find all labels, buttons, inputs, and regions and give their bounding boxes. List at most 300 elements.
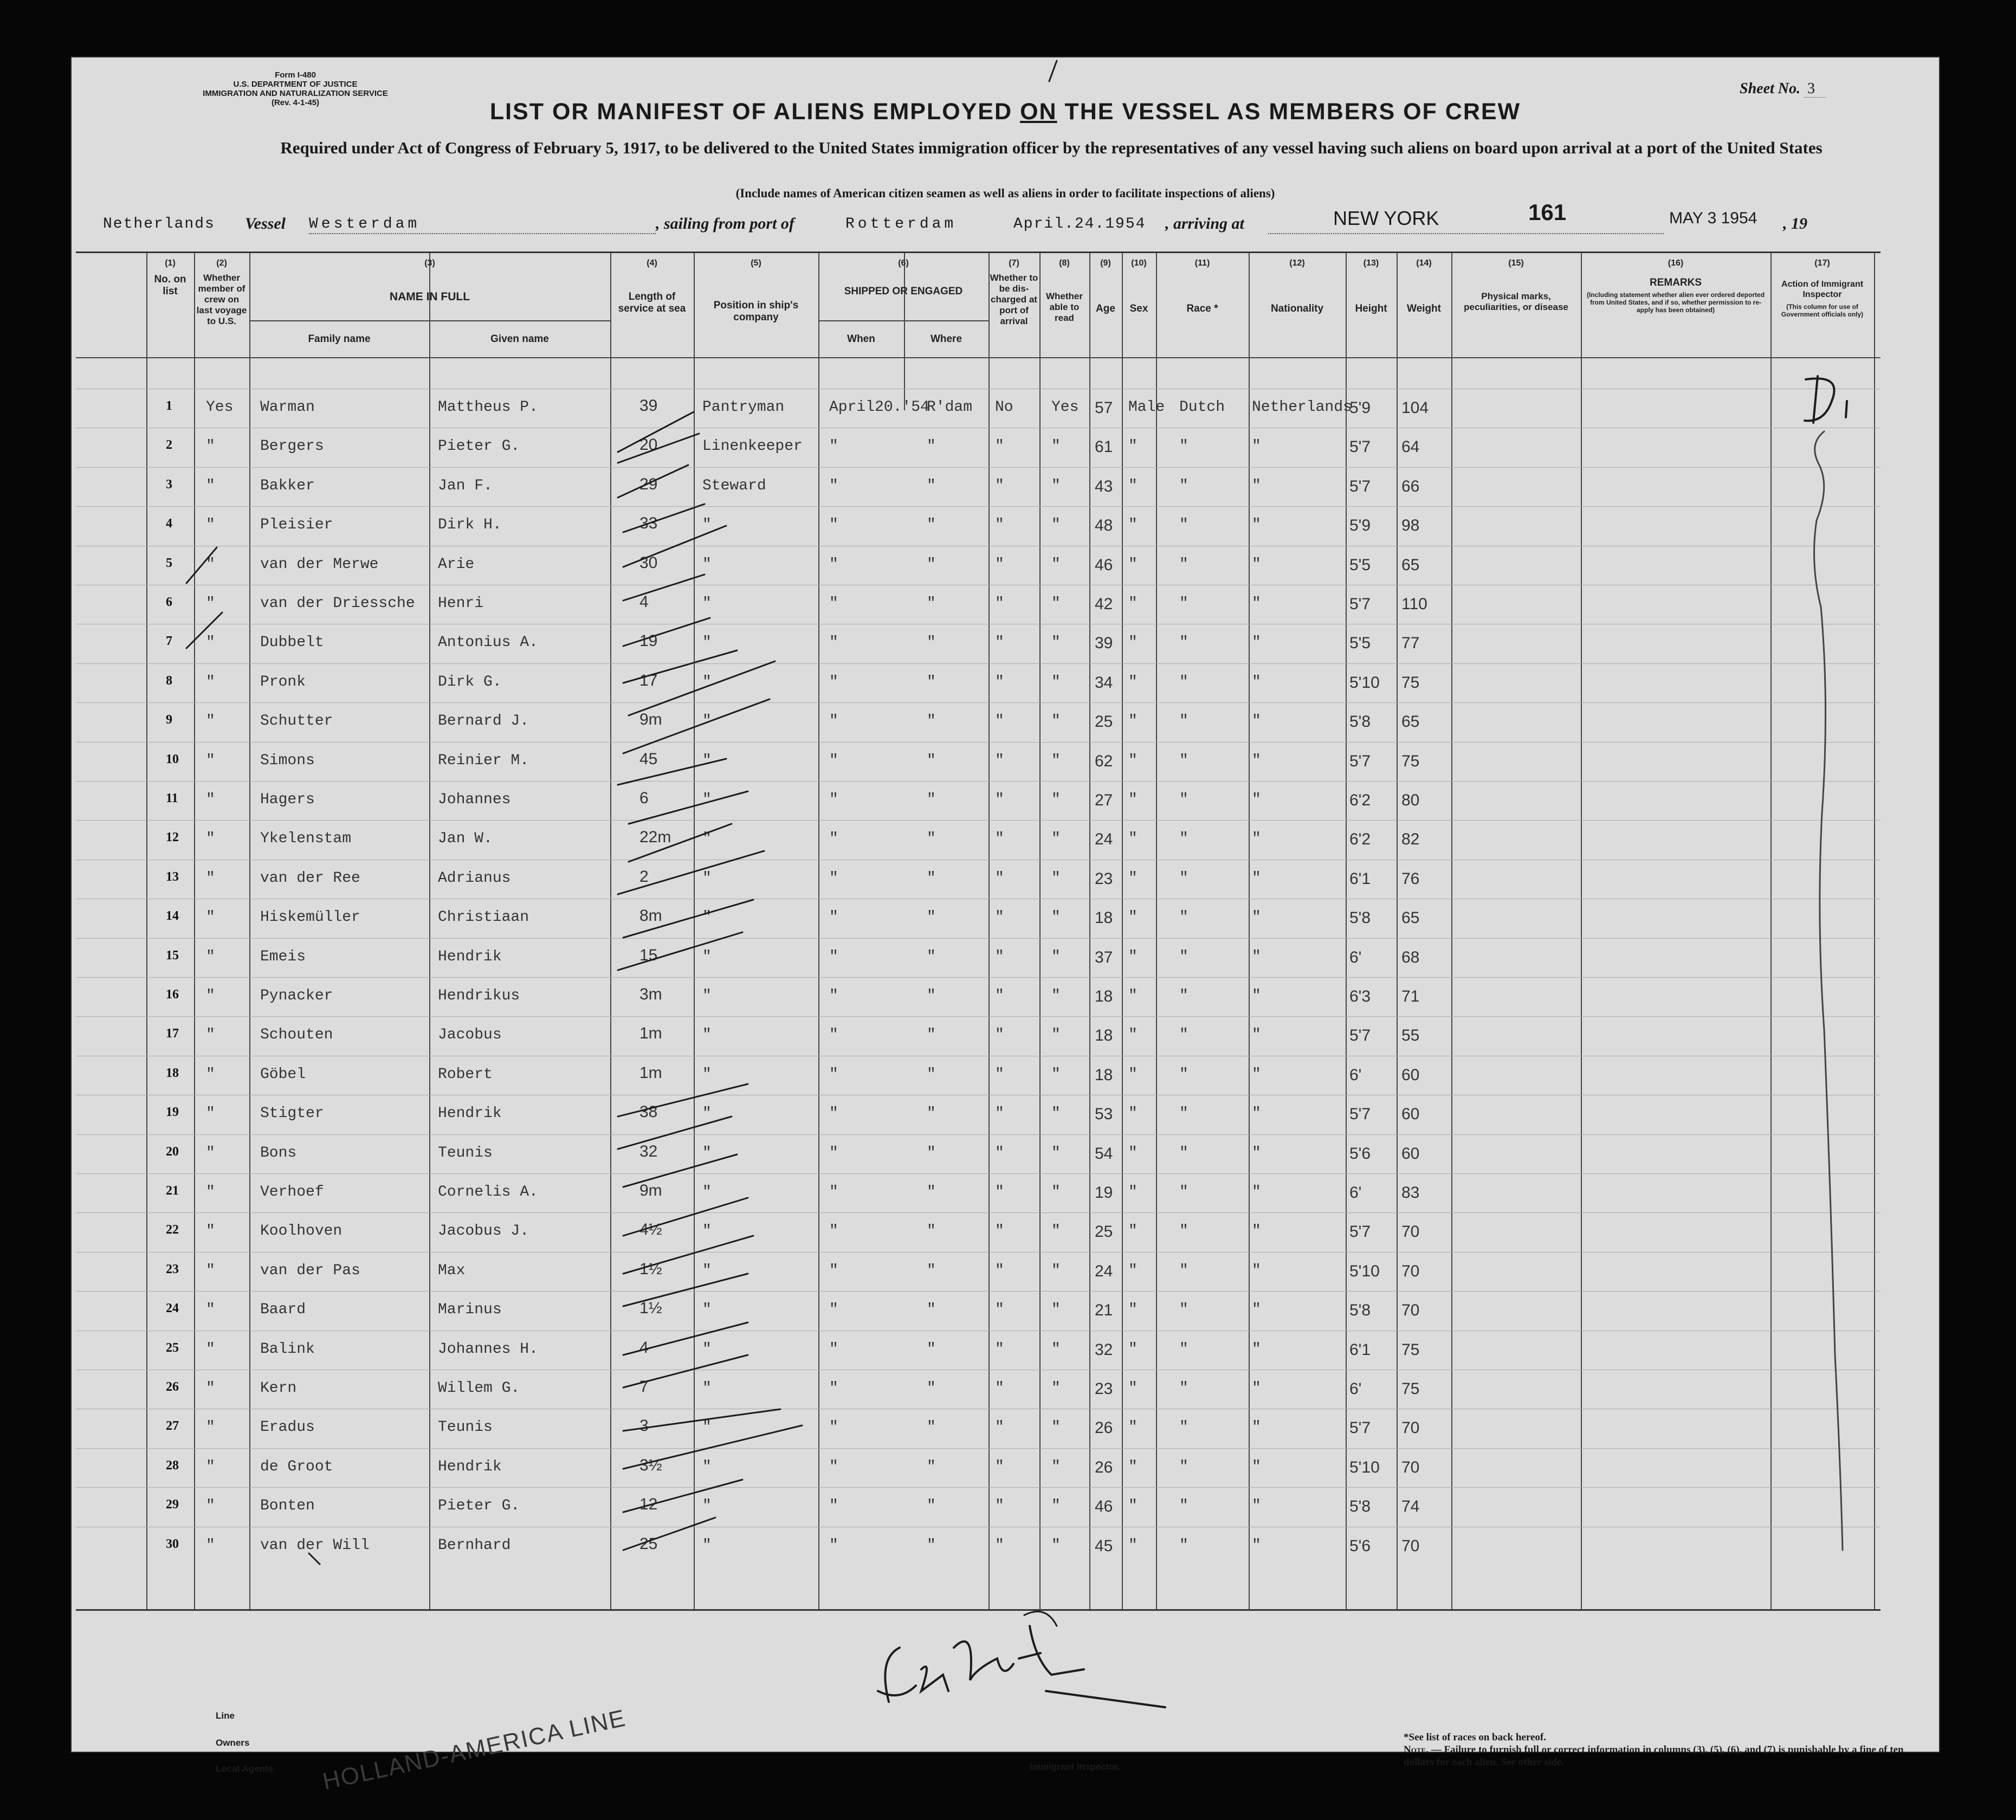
cell-where: " xyxy=(927,1340,936,1358)
cell-family: van der Merwe xyxy=(260,556,379,573)
cell-discharged: " xyxy=(995,909,1004,926)
cell-where: " xyxy=(927,1380,936,1397)
cell-position: " xyxy=(702,1066,712,1083)
cell-read: " xyxy=(1051,869,1061,887)
cell-weight: 60 xyxy=(1401,1105,1420,1124)
cell-height: 5'10 xyxy=(1349,1262,1380,1280)
cell-read: " xyxy=(1051,1105,1061,1122)
cell-nationality: " xyxy=(1252,517,1261,534)
cell-family: Bonten xyxy=(260,1498,315,1515)
cell-read: " xyxy=(1051,988,1061,1004)
cell-sex: " xyxy=(1128,1184,1138,1201)
cell-age: 18 xyxy=(1095,988,1113,1005)
cell-race: " xyxy=(1179,830,1188,848)
cell-service: 17 xyxy=(639,671,658,689)
cell-position: " xyxy=(702,556,712,573)
col-1-number: (1) xyxy=(165,259,176,268)
cell-position: " xyxy=(702,869,712,887)
cell-age: 39 xyxy=(1095,634,1113,653)
cell-crew: " xyxy=(206,1498,215,1515)
cell-age: 19 xyxy=(1095,1184,1113,1202)
cell-service: 33 xyxy=(639,514,658,533)
cell-weight: 70 xyxy=(1401,1301,1420,1320)
col-16-number: (16) xyxy=(1668,259,1684,268)
cell-nationality: " xyxy=(1252,1340,1261,1358)
cell-when: " xyxy=(829,909,838,926)
cell-family: Warman xyxy=(260,399,315,416)
cell-race: " xyxy=(1179,1105,1188,1122)
cell-crew: " xyxy=(206,1419,215,1436)
cell-given: Adrianus xyxy=(438,869,511,887)
cell-no: 20 xyxy=(166,1144,179,1159)
cell-when: " xyxy=(829,634,838,651)
subtitle: Required under Act of Congress of February 5, 1917, to be delivered to the United States immigration officer by the representatives of any vessel having such aliens on board upon arrival at a port of the United States xyxy=(280,138,1823,157)
cell-nationality: " xyxy=(1252,1537,1261,1554)
cell-service: 25 xyxy=(639,1534,658,1553)
form-number: Form I-480 xyxy=(275,70,316,80)
cell-given: Robert xyxy=(438,1066,493,1083)
cell-nationality: " xyxy=(1252,909,1261,926)
col-9-number: (9) xyxy=(1100,259,1111,268)
cell-race: " xyxy=(1179,713,1188,730)
cell-when: " xyxy=(829,1498,838,1515)
cell-height: 5'7 xyxy=(1349,752,1371,770)
cell-sex: " xyxy=(1128,830,1138,848)
cell-race: " xyxy=(1179,1419,1188,1436)
cell-nationality: " xyxy=(1252,438,1261,455)
cell-when: " xyxy=(829,477,838,494)
cell-given: Henri xyxy=(438,595,484,612)
cell-race: " xyxy=(1179,791,1188,808)
cell-read: " xyxy=(1051,909,1061,926)
cell-read: " xyxy=(1051,1223,1061,1240)
cell-height: 5'8 xyxy=(1349,1498,1371,1516)
cell-no: 10 xyxy=(166,752,179,766)
cell-crew: " xyxy=(206,1144,215,1161)
cell-sex: " xyxy=(1128,1458,1138,1475)
cell-discharged: " xyxy=(995,1262,1004,1279)
vessel-label: Vessel xyxy=(245,215,286,233)
col-17-number: (17) xyxy=(1814,259,1830,268)
cell-given: Max xyxy=(438,1262,466,1279)
cell-height: 5'6 xyxy=(1349,1144,1371,1163)
cell-when: " xyxy=(829,517,838,534)
cell-weight: 74 xyxy=(1401,1498,1420,1516)
cell-discharged: " xyxy=(995,752,1004,769)
cell-read: " xyxy=(1051,438,1061,455)
cell-given: Willem G. xyxy=(438,1380,520,1397)
col-6-number: (6) xyxy=(898,259,909,268)
cell-nationality: " xyxy=(1252,595,1261,612)
cell-when: " xyxy=(829,869,838,887)
col-3-number: (3) xyxy=(424,259,435,268)
note-label: Note. xyxy=(1404,1744,1429,1756)
cell-race: " xyxy=(1179,909,1188,926)
cell-age: 61 xyxy=(1095,438,1113,456)
cell-family: Emeis xyxy=(260,948,306,965)
cell-age: 57 xyxy=(1095,399,1113,417)
cell-weight: 70 xyxy=(1401,1458,1420,1476)
cell-family: van der Driessche xyxy=(260,595,415,612)
cell-age: 24 xyxy=(1095,1262,1113,1280)
cell-age: 18 xyxy=(1095,1027,1113,1045)
cell-where: " xyxy=(927,1262,936,1279)
cell-no: 24 xyxy=(166,1301,179,1316)
cell-service: 4 xyxy=(639,593,649,611)
cell-weight: 75 xyxy=(1401,1340,1420,1359)
cell-height: 5'9 xyxy=(1349,399,1371,417)
cell-age: 45 xyxy=(1095,1537,1113,1555)
cell-sex: " xyxy=(1128,1301,1138,1319)
cell-weight: 82 xyxy=(1401,830,1420,849)
cell-race: " xyxy=(1179,1458,1188,1475)
cell-no: 30 xyxy=(166,1537,179,1551)
cell-no: 15 xyxy=(166,948,179,963)
cell-race: " xyxy=(1179,1144,1188,1161)
cell-weight: 65 xyxy=(1401,556,1420,574)
cell-read: " xyxy=(1051,1301,1061,1319)
cell-height: 5'9 xyxy=(1349,517,1371,535)
arriving-label: , arriving at xyxy=(1165,215,1244,233)
cell-when: April20.'54 xyxy=(829,399,929,416)
sheet-label: Sheet No. xyxy=(1740,80,1800,97)
cell-height: 6' xyxy=(1349,1184,1362,1202)
cell-weight: 76 xyxy=(1401,869,1420,888)
cell-crew: " xyxy=(206,830,215,848)
col-10-number: (10) xyxy=(1131,259,1147,268)
cell-where: " xyxy=(927,1105,936,1122)
cell-age: 42 xyxy=(1095,595,1113,613)
col-header-family: Family name xyxy=(308,333,371,345)
cell-service: 15 xyxy=(639,946,658,964)
cell-when: " xyxy=(829,1223,838,1240)
cell-family: Hagers xyxy=(260,791,315,808)
cell-discharged: " xyxy=(995,1144,1004,1161)
cell-when: " xyxy=(829,1537,838,1554)
cell-race: " xyxy=(1179,1262,1188,1279)
cell-discharged: " xyxy=(995,1301,1004,1319)
owners-label: Owners xyxy=(216,1738,250,1748)
cell-discharged: " xyxy=(995,713,1004,730)
cell-nationality: " xyxy=(1252,1262,1261,1279)
cell-given: Dirk H. xyxy=(438,517,502,534)
cell-crew: " xyxy=(206,988,215,1004)
col-15-number: (15) xyxy=(1508,259,1524,268)
cell-family: Hiskemüller xyxy=(260,909,360,926)
cell-nationality: " xyxy=(1252,713,1261,730)
cell-service: 9m xyxy=(639,711,662,729)
cell-age: 27 xyxy=(1095,791,1113,809)
cell-read: " xyxy=(1051,948,1061,965)
cell-position: " xyxy=(702,713,712,730)
cell-when: " xyxy=(829,1144,838,1161)
cell-family: Göbel xyxy=(260,1066,306,1083)
cell-family: Pynacker xyxy=(260,988,333,1004)
cell-position: " xyxy=(702,673,712,690)
cell-height: 6'2 xyxy=(1349,830,1371,849)
cell-when: " xyxy=(829,438,838,455)
cell-read: " xyxy=(1051,1380,1061,1397)
cell-where: " xyxy=(927,517,936,534)
cell-race: " xyxy=(1179,477,1188,494)
cell-position: " xyxy=(702,1105,712,1122)
cell-crew: " xyxy=(206,713,215,730)
cell-no: 3 xyxy=(166,477,172,492)
cell-sex: " xyxy=(1128,909,1138,926)
cell-discharged: " xyxy=(995,830,1004,848)
cell-sex: " xyxy=(1128,948,1138,965)
cell-where: R'dam xyxy=(927,399,973,416)
cell-sex: " xyxy=(1128,556,1138,573)
cell-weight: 65 xyxy=(1401,713,1420,731)
cell-age: 62 xyxy=(1095,752,1113,770)
cell-height: 5'8 xyxy=(1349,713,1371,731)
cell-crew: " xyxy=(206,517,215,534)
cell-discharged: " xyxy=(995,988,1004,1004)
sailing-port: Rotterdam xyxy=(845,216,957,233)
cell-discharged: " xyxy=(995,556,1004,573)
cell-where: " xyxy=(927,1301,936,1319)
cell-discharged: " xyxy=(995,1537,1004,1554)
cell-height: 5'10 xyxy=(1349,673,1380,692)
cell-family: van der Pas xyxy=(260,1262,360,1279)
cell-sex: " xyxy=(1128,1380,1138,1397)
cell-when: " xyxy=(829,1301,838,1319)
cell-crew: " xyxy=(206,556,215,573)
revision-date: (Rev. 4-1-45) xyxy=(271,98,320,107)
cell-race: " xyxy=(1179,1223,1188,1240)
cell-service: 4½ xyxy=(639,1221,662,1239)
cell-crew: " xyxy=(206,1262,215,1279)
cell-read: " xyxy=(1051,1184,1061,1201)
cell-where: " xyxy=(927,909,936,926)
cell-family: Stigter xyxy=(260,1105,324,1122)
cell-service: 39 xyxy=(639,397,658,415)
cell-when: " xyxy=(829,595,838,612)
cell-given: Pieter G. xyxy=(438,438,520,455)
cell-given: Bernhard xyxy=(438,1537,511,1554)
arrival-port: NEW YORK xyxy=(1333,207,1439,229)
cell-weight: 104 xyxy=(1401,399,1429,417)
cell-weight: 77 xyxy=(1401,634,1420,653)
cell-race: " xyxy=(1179,556,1188,573)
cell-position: " xyxy=(702,1419,712,1436)
cell-position: " xyxy=(702,988,712,1004)
cell-no: 16 xyxy=(166,988,179,1002)
cell-where: " xyxy=(927,477,936,494)
cell-discharged: " xyxy=(995,869,1004,887)
cell-when: " xyxy=(829,1066,838,1083)
cell-family: Schouten xyxy=(260,1027,333,1044)
col-4-number: (4) xyxy=(647,259,657,268)
cell-sex: " xyxy=(1128,477,1138,494)
cell-given: Hendrikus xyxy=(438,988,520,1004)
cell-crew: " xyxy=(206,1301,215,1319)
cell-family: Simons xyxy=(260,752,315,769)
cell-discharged: " xyxy=(995,517,1004,534)
cell-age: 21 xyxy=(1095,1301,1113,1320)
col-header-when: When xyxy=(847,333,875,345)
cell-when: " xyxy=(829,673,838,690)
cell-nationality: " xyxy=(1252,1380,1261,1397)
cell-nationality: " xyxy=(1252,556,1261,573)
cell-sex: " xyxy=(1128,791,1138,808)
title-part: ON xyxy=(1020,99,1057,125)
cell-where: " xyxy=(927,1498,936,1515)
cell-given: Pieter G. xyxy=(438,1498,520,1515)
cell-no: 4 xyxy=(166,517,172,531)
department-name: U.S. DEPARTMENT OF JUSTICE xyxy=(233,80,358,89)
cell-position: " xyxy=(702,1380,712,1397)
cell-discharged: " xyxy=(995,1340,1004,1358)
cell-crew: " xyxy=(206,948,215,965)
cell-given: Jan W. xyxy=(438,830,493,848)
cell-read: " xyxy=(1051,556,1061,573)
cell-weight: 70 xyxy=(1401,1223,1420,1241)
cell-race: " xyxy=(1179,1537,1188,1554)
cell-given: Johannes xyxy=(438,791,511,808)
cell-discharged: " xyxy=(995,1066,1004,1083)
cell-position: " xyxy=(702,1458,712,1475)
cell-race: " xyxy=(1179,988,1188,1004)
cell-race: " xyxy=(1179,752,1188,769)
cell-where: " xyxy=(927,1419,936,1436)
cell-read: " xyxy=(1051,1537,1061,1554)
vessel-name: Westerdam xyxy=(309,216,421,233)
cell-crew: " xyxy=(206,1066,215,1083)
cell-no: 17 xyxy=(166,1027,179,1041)
cell-service: 6 xyxy=(639,789,649,807)
cell-position: " xyxy=(702,752,712,769)
cell-position: " xyxy=(702,517,712,534)
cell-family: Kern xyxy=(260,1380,297,1397)
cell-family: Baard xyxy=(260,1301,306,1319)
cell-when: " xyxy=(829,752,838,769)
cell-crew: " xyxy=(206,673,215,690)
cell-when: " xyxy=(829,556,838,573)
cell-family: Bergers xyxy=(260,438,324,455)
cell-nationality: " xyxy=(1252,1458,1261,1475)
cell-discharged: " xyxy=(995,1027,1004,1044)
include-note: (Include names of American citizen seamen as well as aliens in order to facilitate inspections of aliens) xyxy=(735,186,1275,200)
cell-family: Bons xyxy=(260,1144,297,1161)
cell-nationality: " xyxy=(1252,830,1261,848)
cell-when: " xyxy=(829,1105,838,1122)
cell-weight: 60 xyxy=(1401,1066,1420,1084)
col-2-number: (2) xyxy=(216,259,227,268)
cell-where: " xyxy=(927,438,936,455)
cell-where: " xyxy=(927,595,936,612)
cell-sex: " xyxy=(1128,1144,1138,1161)
cell-read: " xyxy=(1051,634,1061,651)
col-header-name: NAME IN FULL xyxy=(389,291,470,303)
cell-service: 1½ xyxy=(639,1299,662,1318)
cell-discharged: " xyxy=(995,1105,1004,1122)
cell-where: " xyxy=(927,1223,936,1240)
cell-age: 24 xyxy=(1095,830,1113,849)
cell-height: 5'8 xyxy=(1349,909,1371,927)
cell-service: 19 xyxy=(639,632,658,650)
cell-height: 6'1 xyxy=(1349,869,1371,888)
cell-read: " xyxy=(1051,830,1061,848)
cell-family: Dubbelt xyxy=(260,634,324,651)
cell-age: 18 xyxy=(1095,909,1113,927)
cell-nationality: Netherlands xyxy=(1252,399,1352,416)
col-header-where: Where xyxy=(930,333,962,345)
cell-when: " xyxy=(829,791,838,808)
cell-nationality: " xyxy=(1252,673,1261,690)
col-header-remarks-note: (Including statement whether alien ever ordered deported from United States, and if so, whether permission to re-apply has been obtained) xyxy=(1586,291,1765,314)
cell-where: " xyxy=(927,556,936,573)
title-part: THE VESSEL AS MEMBERS OF CREW xyxy=(1057,99,1521,125)
cell-race: " xyxy=(1179,438,1188,455)
cell-discharged: " xyxy=(995,595,1004,612)
cell-no: 2 xyxy=(166,438,172,453)
cell-position: Linenkeeper xyxy=(702,438,803,455)
cell-service: 12 xyxy=(639,1495,658,1514)
cell-race: " xyxy=(1179,948,1188,965)
cell-race: Dutch xyxy=(1179,399,1225,416)
cell-age: 23 xyxy=(1095,1380,1113,1398)
races-note: *See list of races on back hereof. xyxy=(1404,1732,1546,1743)
cell-crew: " xyxy=(206,477,215,494)
cell-service: 2 xyxy=(639,867,649,886)
cell-position: Pantryman xyxy=(702,399,785,416)
cell-height: 6'1 xyxy=(1349,1340,1371,1359)
col-header-given: Given name xyxy=(490,333,549,345)
cell-position: " xyxy=(702,1537,712,1554)
cell-sex: " xyxy=(1128,1537,1138,1554)
cell-service: 22m xyxy=(639,828,671,847)
cell-position: " xyxy=(702,595,712,612)
cell-read: " xyxy=(1051,1262,1061,1279)
cell-where: " xyxy=(927,713,936,730)
cell-no: 19 xyxy=(166,1105,179,1120)
cell-position: " xyxy=(702,1498,712,1515)
cell-where: " xyxy=(927,791,936,808)
cell-service: 3 xyxy=(639,1417,649,1435)
cell-family: van der Ree xyxy=(260,869,360,887)
stamp-number: 161 xyxy=(1528,199,1567,225)
cell-sex: " xyxy=(1128,713,1138,730)
col-header-age: Age xyxy=(1096,303,1115,314)
cell-crew: " xyxy=(206,1223,215,1240)
service-name: IMMIGRATION AND NATURALIZATION SERVICE xyxy=(203,89,388,98)
col-12-number: (12) xyxy=(1289,259,1305,268)
cell-nationality: " xyxy=(1252,1498,1261,1515)
cell-height: 5'5 xyxy=(1349,556,1371,574)
cell-read: Yes xyxy=(1051,399,1079,416)
cell-given: Hendrik xyxy=(438,1105,502,1122)
cell-no: 23 xyxy=(166,1262,179,1276)
cell-position: " xyxy=(702,1301,712,1319)
cell-nationality: " xyxy=(1252,1066,1261,1083)
cell-discharged: " xyxy=(995,1223,1004,1240)
cell-read: " xyxy=(1051,713,1061,730)
cell-crew: " xyxy=(206,634,215,651)
cell-given: Johannes H. xyxy=(438,1340,538,1358)
cell-nationality: " xyxy=(1252,1105,1261,1122)
cell-nationality: " xyxy=(1252,869,1261,887)
cell-family: Bakker xyxy=(260,477,315,494)
cell-crew: " xyxy=(206,595,215,612)
col-14-number: (14) xyxy=(1416,259,1432,268)
cell-read: " xyxy=(1051,1419,1061,1436)
cell-weight: 60 xyxy=(1401,1144,1420,1163)
cell-nationality: " xyxy=(1252,1184,1261,1201)
cell-given: Christiaan xyxy=(438,909,529,926)
cell-position: " xyxy=(702,830,712,848)
